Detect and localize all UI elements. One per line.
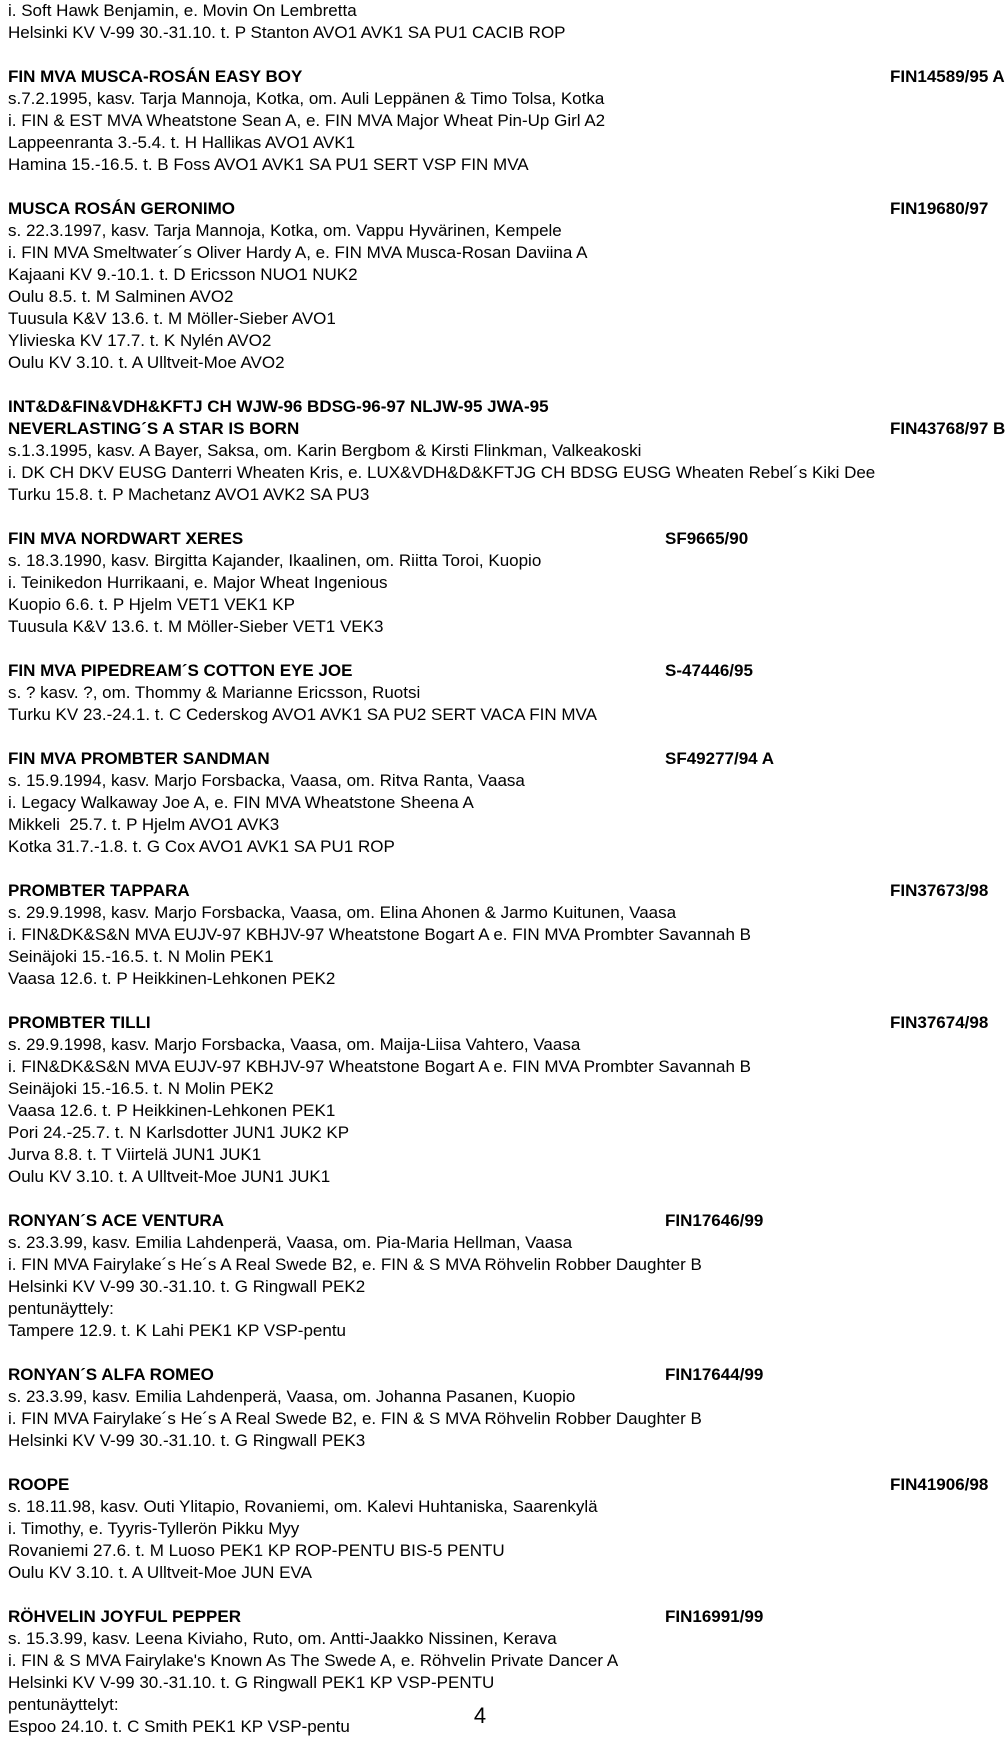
entry-line: s. 18.3.1990, kasv. Birgitta Kajander, Ikaalinen, om. Riitta Toroi, Kuopio xyxy=(8,551,542,570)
entry-line: Turku 15.8. t. P Machetanz AVO1 AVK2 SA PU3 xyxy=(8,485,370,504)
registration-number: FIN17644/99 xyxy=(665,1365,764,1384)
dog-titles: INT&D&FIN&VDH&KFTJ CH WJW-96 BDSG-96-97 NLJW-95 JWA-95 xyxy=(8,397,549,416)
entry-line: i. FIN MVA Fairylake´s He´s A Real Swede B2, e. FIN & S MVA Röhvelin Robber Daughter B xyxy=(8,1255,702,1274)
dog-name: PROMBTER TILLI xyxy=(8,1013,151,1032)
entry-line: pentunäyttely: xyxy=(8,1299,114,1318)
entry-line: Jurva 8.8. t. T Viirtelä JUN1 JUK1 xyxy=(8,1145,262,1164)
dog-entry xyxy=(8,660,953,726)
entry-line: Tuusula K&V 13.6. t. M Möller-Sieber VET1 VEK3 xyxy=(8,617,384,636)
dog-entry xyxy=(8,66,1005,176)
entry-line: i. Legacy Walkaway Joe A, e. FIN MVA Wheatstone Sheena A xyxy=(8,793,474,812)
dog-header xyxy=(8,1606,953,1628)
entry-line: s.1.3.1995, kasv. A Bayer, Saksa, om. Karin Bergbom & Kirsti Flinkman, Valkeakoski xyxy=(8,441,642,460)
entry-line: Seinäjoki 15.-16.5. t. N Molin PEK1 xyxy=(8,947,274,966)
dog-entry xyxy=(8,396,1005,506)
entry-line: i. FIN MVA Fairylake´s He´s A Real Swede B2, e. FIN & S MVA Röhvelin Robber Daughter B xyxy=(8,1409,702,1428)
page-number: 4 xyxy=(473,1703,487,1728)
dog-entry xyxy=(8,528,953,638)
entry-line: Ylivieska KV 17.7. t. K Nylén AVO2 xyxy=(8,331,272,350)
dog-header xyxy=(8,198,989,220)
registration-number: FIN19680/97 xyxy=(890,199,989,218)
entry-line: i. FIN & S MVA Fairylake's Known As The Swede A, e. Röhvelin Private Dancer A xyxy=(8,1651,619,1670)
entry-line: i. Teinikedon Hurrikaani, e. Major Wheat Ingenious xyxy=(8,573,388,592)
dog-header xyxy=(8,528,953,550)
intro-line: Helsinki KV V-99 30.-31.10. t. P Stanton AVO1 AVK1 SA PU1 CACIB ROP xyxy=(8,23,566,42)
entry-line: i. FIN MVA Smeltwater´s Oliver Hardy A, e. FIN MVA Musca-Rosan Daviina A xyxy=(8,243,588,262)
entry-line: Helsinki KV V-99 30.-31.10. t. G Ringwall PEK3 xyxy=(8,1431,366,1450)
entry-line: Oulu KV 3.10. t. A Ulltveit-Moe AVO2 xyxy=(8,353,285,372)
dog-name: PROMBTER TAPPARA xyxy=(8,881,190,900)
dog-header xyxy=(8,1364,953,1386)
dog-header xyxy=(8,418,1005,440)
dog-header xyxy=(8,1210,953,1232)
document-body xyxy=(8,0,1005,1738)
registration-number: FIN16991/99 xyxy=(665,1607,764,1626)
registration-number: FIN41906/98 xyxy=(890,1475,989,1494)
dog-name: FIN MVA MUSCA-ROSÁN EASY BOY xyxy=(8,67,303,86)
registration-number: S-47446/95 xyxy=(665,661,753,680)
entry-line: i. FIN & EST MVA Wheatstone Sean A, e. FIN MVA Major Wheat Pin-Up Girl A2 xyxy=(8,111,606,130)
entry-line: Helsinki KV V-99 30.-31.10. t. G Ringwall PEK1 KP VSP-PENTU xyxy=(8,1673,495,1692)
entry-line: s.7.2.1995, kasv. Tarja Mannoja, Kotka, om. Auli Leppänen & Timo Tolsa, Kotka xyxy=(8,89,605,108)
entry-line: Hamina 15.-16.5. t. B Foss AVO1 AVK1 SA PU1 SERT VSP FIN MVA xyxy=(8,155,529,174)
dog-name: FIN MVA PROMBTER SANDMAN xyxy=(8,749,270,768)
dog-header xyxy=(8,66,1005,88)
entry-line: s. 23.3.99, kasv. Emilia Lahdenperä, Vaasa, om. Pia-Maria Hellman, Vaasa xyxy=(8,1233,573,1252)
entry-line: i. FIN&DK&S&N MVA EUJV-97 KBHJV-97 Wheatstone Bogart A e. FIN MVA Prombter Savannah B xyxy=(8,925,751,944)
dog-name: RÖHVELIN JOYFUL PEPPER xyxy=(8,1607,242,1626)
entry-line: s. 15.3.99, kasv. Leena Kiviaho, Ruto, om. Antti-Jaakko Nissinen, Kerava xyxy=(8,1629,557,1648)
entry-line: Kajaani KV 9.-10.1. t. D Ericsson NUO1 NUK2 xyxy=(8,265,358,284)
entry-line: s. 29.9.1998, kasv. Marjo Forsbacka, Vaasa, om. Maija-Liisa Vahtero, Vaasa xyxy=(8,1035,581,1054)
entry-line: Oulu KV 3.10. t. A Ulltveit-Moe JUN1 JUK1 xyxy=(8,1167,331,1186)
dog-name: MUSCA ROSÁN GERONIMO xyxy=(8,199,235,218)
registration-number: SF9665/90 xyxy=(665,529,749,548)
dog-name: NEVERLASTING´S A STAR IS BORN xyxy=(8,419,300,438)
dog-entry xyxy=(8,1364,953,1452)
entry-line: Oulu 8.5. t. M Salminen AVO2 xyxy=(8,287,234,306)
dog-entry xyxy=(8,748,953,858)
dog-name: RONYAN´S ALFA ROMEO xyxy=(8,1365,214,1384)
entry-line: s. 18.11.98, kasv. Outi Ylitapio, Rovaniemi, om. Kalevi Huhtaniska, Saarenkylä xyxy=(8,1497,598,1516)
entry-line: Mikkeli 25.7. t. P Hjelm AVO1 AVK3 xyxy=(8,815,280,834)
dog-header xyxy=(8,880,989,902)
entry-line: s. 15.9.1994, kasv. Marjo Forsbacka, Vaasa, om. Ritva Ranta, Vaasa xyxy=(8,771,525,790)
dog-entry xyxy=(8,1474,989,1584)
entry-line: Oulu KV 3.10. t. A Ulltveit-Moe JUN EVA xyxy=(8,1563,312,1582)
dog-name: FIN MVA PIPEDREAM´S COTTON EYE JOE xyxy=(8,661,353,680)
dog-name: RONYAN´S ACE VENTURA xyxy=(8,1211,224,1230)
dog-header xyxy=(8,1012,989,1034)
entry-line: i. DK CH DKV EUSG Danterri Wheaten Kris, e. LUX&VDH&D&KFTJG CH BDSG EUSG Wheaten Rebel´s Kiki Dee xyxy=(8,463,876,482)
entry-line: i. FIN&DK&S&N MVA EUJV-97 KBHJV-97 Wheatstone Bogart A e. FIN MVA Prombter Savannah B xyxy=(8,1057,751,1076)
entry-line: pentunäyttelyt: xyxy=(8,1695,119,1714)
entry-line: i. Timothy, e. Tyyris-Tyllerön Pikku Myy xyxy=(8,1519,300,1538)
registration-number: FIN37674/98 xyxy=(890,1013,989,1032)
entry-line: Turku KV 23.-24.1. t. C Cederskog AVO1 AVK1 SA PU2 SERT VACA FIN MVA xyxy=(8,705,597,724)
dog-entry xyxy=(8,1012,989,1188)
entry-line: s. 23.3.99, kasv. Emilia Lahdenperä, Vaasa, om. Johanna Pasanen, Kuopio xyxy=(8,1387,576,1406)
entry-line: Tampere 12.9. t. K Lahi PEK1 KP VSP-pentu xyxy=(8,1321,346,1340)
entry-line: Rovaniemi 27.6. t. M Luoso PEK1 KP ROP-PENTU BIS-5 PENTU xyxy=(8,1541,505,1560)
dog-header xyxy=(8,1474,989,1496)
entry-line: Lappeenranta 3.-5.4. t. H Hallikas AVO1 AVK1 xyxy=(8,133,356,152)
entry-line: s. ? kasv. ?, om. Thommy & Marianne Ericsson, Ruotsi xyxy=(8,683,421,702)
entry-line: Espoo 24.10. t. C Smith PEK1 KP VSP-pentu xyxy=(8,1717,350,1736)
registration-number: FIN14589/95 A xyxy=(890,67,1005,86)
entry-line: Tuusula K&V 13.6. t. M Möller-Sieber AVO1 xyxy=(8,309,336,328)
entry-line: s. 22.3.1997, kasv. Tarja Mannoja, Kotka, om. Vappu Hyvärinen, Kempele xyxy=(8,221,562,240)
entry-line: Kuopio 6.6. t. P Hjelm VET1 VEK1 KP xyxy=(8,595,295,614)
dog-name: ROOPE xyxy=(8,1475,70,1494)
registration-number: FIN37673/98 xyxy=(890,881,989,900)
dog-name: FIN MVA NORDWART XERES xyxy=(8,529,244,548)
entry-line: Kotka 31.7.-1.8. t. G Cox AVO1 AVK1 SA PU1 ROP xyxy=(8,837,395,856)
registration-number: SF49277/94 A xyxy=(665,749,774,768)
entry-line: Vaasa 12.6. t. P Heikkinen-Lehkonen PEK1 xyxy=(8,1101,336,1120)
entry-line: Helsinki KV V-99 30.-31.10. t. G Ringwall PEK2 xyxy=(8,1277,366,1296)
entry-line: s. 29.9.1998, kasv. Marjo Forsbacka, Vaasa, om. Elina Ahonen & Jarmo Kuitunen, Vaasa xyxy=(8,903,677,922)
dog-header xyxy=(8,748,953,770)
dog-header xyxy=(8,660,953,682)
registration-number: FIN17646/99 xyxy=(665,1211,764,1230)
registration-number: FIN43768/97 B xyxy=(890,419,1005,438)
dog-entry xyxy=(8,198,989,374)
entry-line: Vaasa 12.6. t. P Heikkinen-Lehkonen PEK2 xyxy=(8,969,336,988)
dog-entry xyxy=(8,880,989,990)
entries-list xyxy=(8,66,1005,1738)
entry-line: Pori 24.-25.7. t. N Karlsdotter JUN1 JUK2 KP xyxy=(8,1123,350,1142)
entry-line: Seinäjoki 15.-16.5. t. N Molin PEK2 xyxy=(8,1079,274,1098)
dog-entry xyxy=(8,1210,953,1342)
intro-line: i. Soft Hawk Benjamin, e. Movin On Lembretta xyxy=(8,1,357,20)
